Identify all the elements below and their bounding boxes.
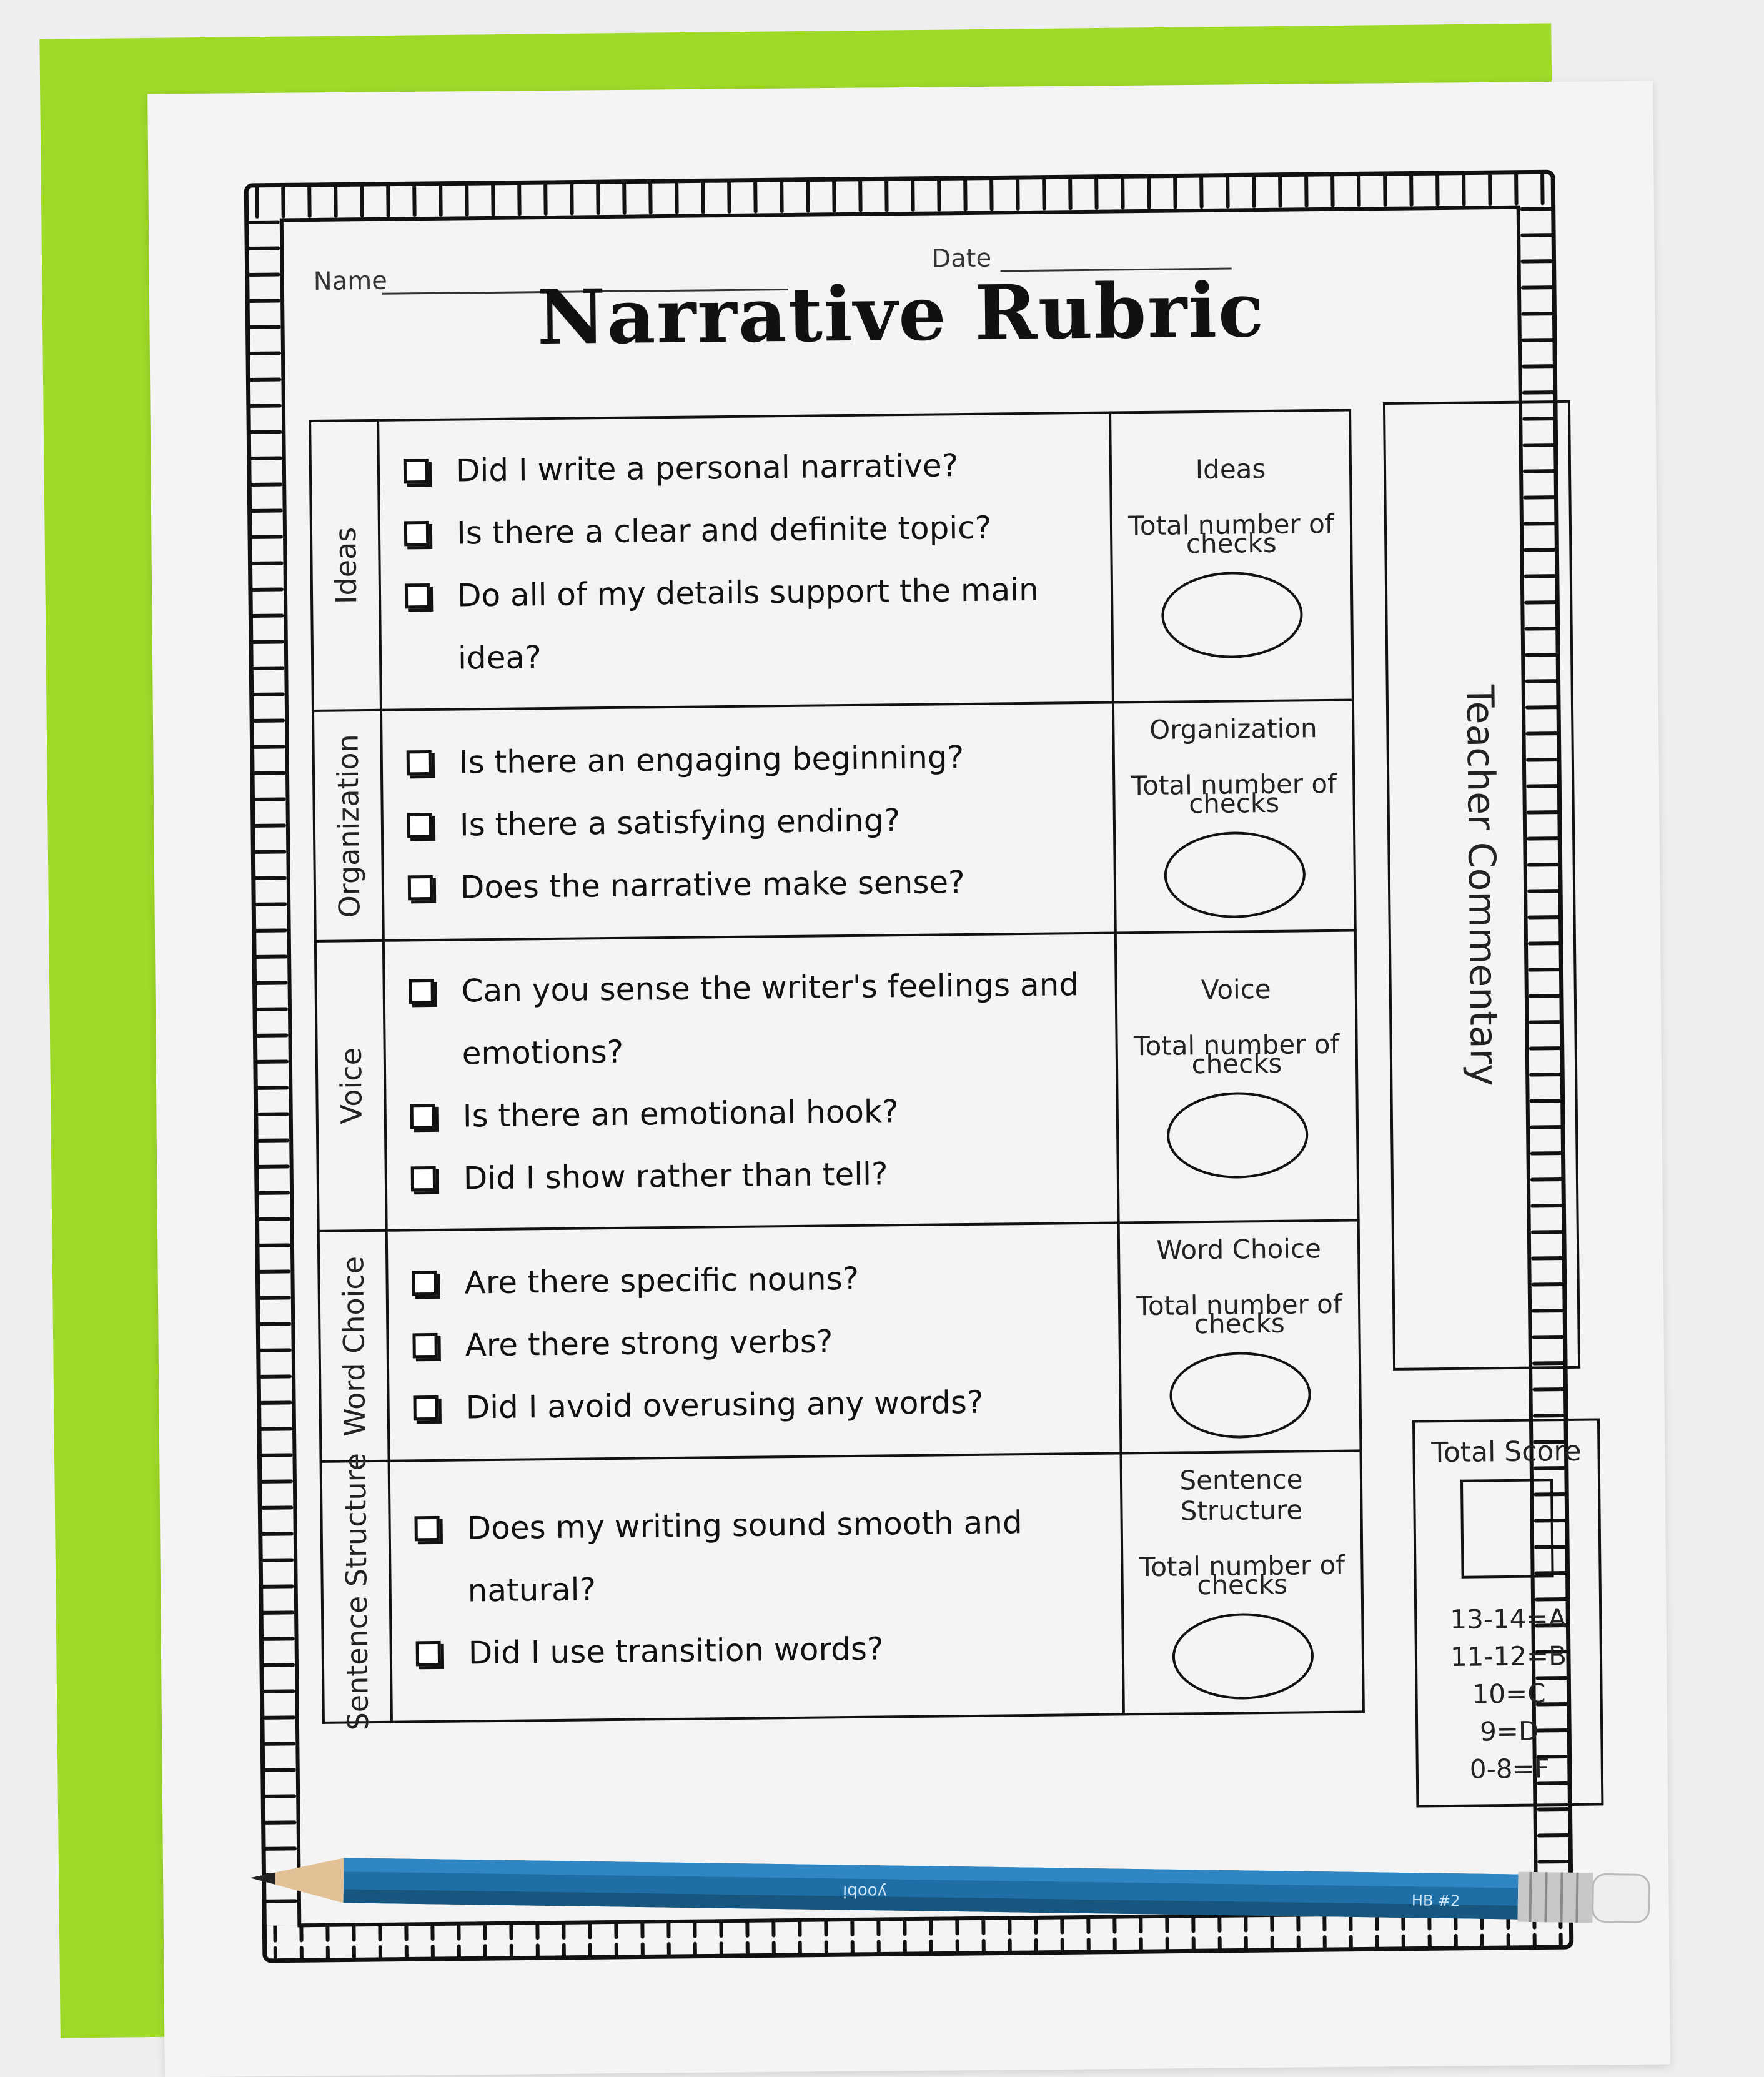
score-subtitle: Total number of checks: [1128, 508, 1334, 559]
category-cell: [310, 420, 381, 711]
question-text: Do all of my details support the main idea?: [457, 571, 1039, 677]
rubric-row: [310, 410, 1353, 711]
grade-item: 11-12=B: [1450, 1640, 1567, 1672]
score-subtitle: Total number of checks: [1136, 1288, 1342, 1340]
total-score-square[interactable]: [1460, 1479, 1554, 1579]
category-label: Ideas: [328, 527, 363, 605]
grade-scale: [1417, 1599, 1601, 1788]
questions-cell: [389, 1453, 1124, 1722]
question-text: Is there an emotional hook?: [462, 1093, 899, 1134]
score-title: Voice: [1201, 973, 1271, 1005]
total-score-box: [1412, 1418, 1603, 1807]
score-cell: [1110, 410, 1353, 703]
rubric-page: [244, 169, 1582, 1963]
score-title: Word Choice: [1156, 1233, 1322, 1266]
category-cell: [313, 710, 384, 941]
checklist-item: [408, 1490, 1109, 1623]
checklist-item: [399, 558, 1099, 690]
checkbox[interactable]: [410, 1104, 435, 1129]
checklist-item: [398, 495, 1098, 565]
teacher-commentary-box[interactable]: [1383, 400, 1580, 1371]
category-cell: [315, 941, 387, 1231]
checkbox[interactable]: [404, 521, 429, 546]
checkbox[interactable]: [412, 1270, 437, 1295]
score-subtitle: Total number of checks: [1139, 1549, 1345, 1601]
checklist-item: [401, 849, 1101, 919]
score-cell: [1116, 931, 1359, 1223]
checklist-item: [397, 433, 1097, 503]
question-text: Can you sense the writer's feelings and emotions?: [461, 966, 1079, 1072]
rubric-row: [315, 931, 1359, 1231]
checkbox[interactable]: [414, 1516, 439, 1541]
score-cell: [1119, 1220, 1361, 1453]
checkbox[interactable]: [412, 1332, 437, 1357]
grade-item: 0-8=F: [1469, 1753, 1550, 1785]
score-cell: [1121, 1450, 1364, 1714]
question-text: Did I write a personal narrative?: [455, 447, 959, 489]
score-oval[interactable]: [1166, 1091, 1308, 1179]
rubric-table: [309, 409, 1365, 1731]
grade-item: 9=D: [1479, 1715, 1539, 1747]
score-cell: [1113, 700, 1355, 933]
score-oval[interactable]: [1164, 831, 1306, 918]
score-subtitle: Total number of checks: [1133, 1028, 1340, 1079]
checkbox[interactable]: [405, 583, 430, 608]
question-text: Does the narrative make sense?: [460, 863, 965, 906]
score-oval[interactable]: [1169, 1351, 1311, 1439]
question-text: Is there a satisfying ending?: [459, 801, 901, 843]
rubric-content: [282, 214, 1582, 1913]
question-text: Did I show rather than tell?: [463, 1156, 888, 1197]
pencil-grade: HB #2: [1411, 1891, 1460, 1910]
score-subtitle: Total number of checks: [1131, 768, 1337, 820]
category-label: Organization: [330, 733, 366, 918]
checkbox[interactable]: [407, 750, 432, 775]
category-cell: [321, 1452, 392, 1731]
date-label: Date: [931, 244, 992, 274]
name-label: Name: [313, 266, 388, 296]
total-score-title: Total Score: [1431, 1435, 1582, 1469]
checkbox[interactable]: [413, 1395, 438, 1420]
question-text: Is there a clear and definite topic?: [456, 509, 992, 552]
question-text: Did I use transition words?: [468, 1630, 884, 1672]
checkbox[interactable]: [407, 812, 432, 837]
checklist-item: [404, 1078, 1104, 1148]
score-title: Ideas: [1195, 453, 1266, 485]
questions-cell: [378, 413, 1113, 710]
checklist-item: [400, 786, 1101, 856]
rubric-row: [319, 1220, 1361, 1461]
category-label: Sentence Structure: [337, 1452, 375, 1731]
checklist-item: [406, 1307, 1106, 1377]
questions-cell: [387, 1222, 1121, 1460]
checkbox[interactable]: [409, 979, 434, 1004]
score-oval[interactable]: [1172, 1612, 1314, 1700]
question-text: Does my writing sound smooth and natural?: [467, 1504, 1023, 1609]
question-text: Are there specific nouns?: [464, 1260, 860, 1301]
score-title: Sentence Structure: [1179, 1464, 1303, 1527]
questions-cell: [381, 703, 1116, 941]
checklist-item: [400, 724, 1100, 794]
rubric-row: [313, 700, 1355, 941]
checkbox[interactable]: [404, 459, 429, 483]
category-cell: [319, 1231, 389, 1462]
page-title: Narrative Rubric: [537, 265, 1266, 362]
category-label: Voice: [334, 1047, 369, 1124]
checkbox[interactable]: [411, 1166, 436, 1191]
checklist-item: [407, 1369, 1107, 1439]
teacher-commentary-label: Teacher Commentary: [1457, 684, 1506, 1087]
checklist-item: [405, 1244, 1106, 1314]
grade-item: 13-14=A: [1450, 1603, 1567, 1635]
pencil: [250, 1849, 1662, 1936]
checkbox[interactable]: [416, 1641, 441, 1666]
checklist-item: [402, 953, 1103, 1086]
checklist-item: [404, 1141, 1104, 1211]
score-title: Organization: [1149, 713, 1317, 745]
score-oval[interactable]: [1161, 571, 1303, 658]
checklist-item: [409, 1615, 1109, 1685]
grade-item: 10=C: [1472, 1678, 1546, 1710]
question-text: Is there an engaging beginning?: [458, 738, 964, 781]
question-text: Are there strong verbs?: [465, 1322, 833, 1363]
rubric-row: [321, 1450, 1364, 1722]
pencil-brand: yoobi: [842, 1881, 888, 1901]
question-text: Did I avoid overusing any words?: [465, 1384, 984, 1425]
questions-cell: [384, 933, 1119, 1231]
checkbox[interactable]: [408, 875, 433, 900]
category-label: Word Choice: [335, 1256, 372, 1437]
